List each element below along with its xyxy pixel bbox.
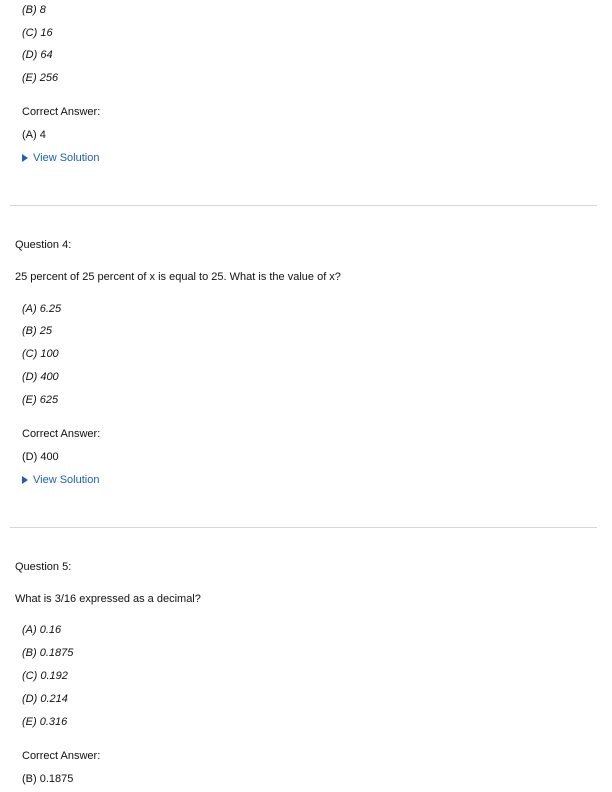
view-solution-label: View Solution — [33, 152, 100, 164]
option-b: (B) 0.1875 — [22, 647, 74, 659]
correct-answer-value: (A) 4 — [22, 129, 46, 141]
option-c: (C) 16 — [22, 27, 53, 39]
view-solution-link[interactable] — [22, 151, 99, 165]
correct-answer-label: Correct Answer: — [22, 428, 101, 440]
option-c: (C) 100 — [22, 348, 59, 360]
question-4-title: Question 4: — [15, 239, 72, 251]
correct-answer-value: (B) 0.1875 — [22, 773, 74, 785]
option-d: (D) 64 — [22, 49, 53, 61]
view-solution-label: View Solution — [33, 474, 100, 486]
option-e: (E) 0.316 — [22, 716, 68, 728]
correct-answer-value: (D) 400 — [22, 451, 59, 463]
triangle-right-icon — [22, 476, 28, 484]
view-solution-link[interactable] — [22, 473, 99, 487]
option-d: (D) 0.214 — [22, 693, 68, 705]
section-divider — [10, 527, 597, 528]
option-a: (A) 0.16 — [22, 624, 62, 636]
option-a: (A) 6.25 — [22, 303, 62, 315]
correct-answer-label: Correct Answer: — [22, 750, 101, 762]
option-c: (C) 0.192 — [22, 670, 68, 682]
option-e: (E) 256 — [22, 72, 59, 84]
option-b: (B) 25 — [22, 325, 52, 337]
option-d: (D) 400 — [22, 371, 59, 383]
section-divider — [10, 205, 597, 206]
option-b: (B) 8 — [22, 4, 46, 16]
option-e: (E) 625 — [22, 394, 59, 406]
question-5-text: What is 3/16 expressed as a decimal? — [15, 593, 201, 605]
triangle-right-icon — [22, 154, 28, 162]
question-5-title: Question 5: — [15, 561, 72, 573]
correct-answer-label: Correct Answer: — [22, 106, 101, 118]
question-4-text: 25 percent of 25 percent of x is equal to 25. What is the value of x? — [15, 271, 341, 283]
